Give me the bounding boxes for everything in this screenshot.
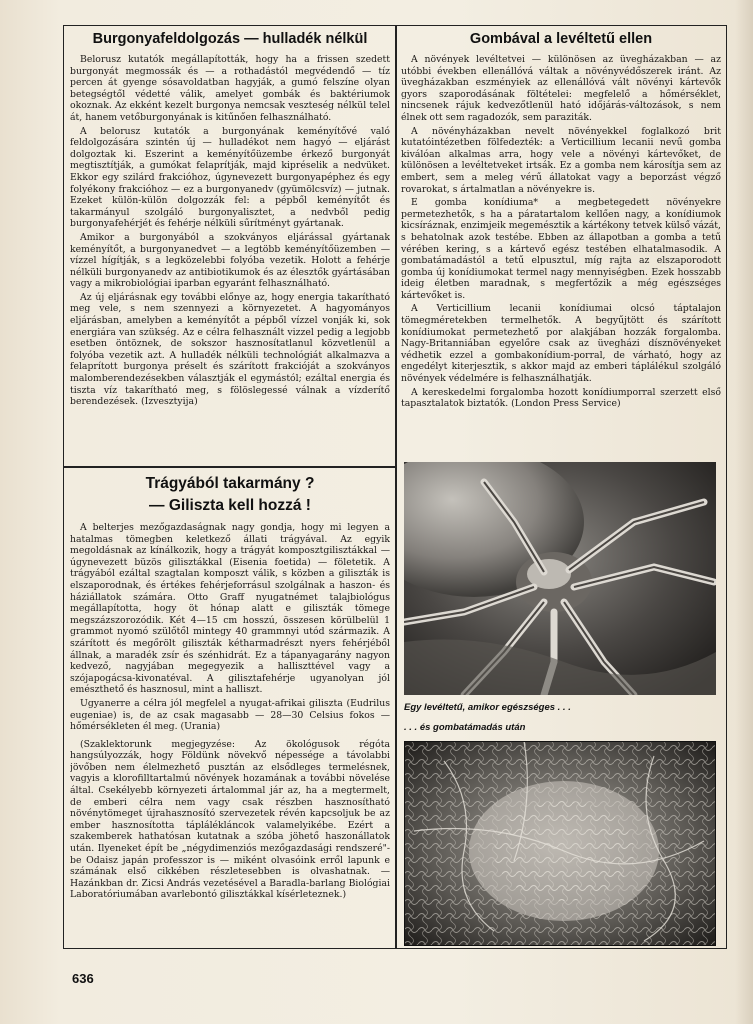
article-paragraph: A növények levéltetvei — különösen az üvegházakban — az utóbbi években ellenállóvá váltak a növényvédőszerek iránt. Az üvegházakban eszményiek az ellenállóvá vált növényi kártevők gyors szaporodásának föltételei: megfelelő a hőmérséklet, nincsenek rájuk kedvezőtlenül ható időjárás-változások, s nem élnek ott sem ragadozók, sem paraziták. <box>401 54 721 123</box>
article-paragraph: E gomba konídiuma* a megbetegedett növényekre permetezhetők, s ha a páratartalom kellően nagy, a konídiumok kicsíráznak, enzimjeik megemésztik a kártékony tetvek külső vázát, s behatolnak azok testébe. Ebben az állapotban a gomba a tetű vérében kering, s a kártevő egész testében elhatalmasodik. A gombatámadástól a tetű elpusztul, míg rajta az elszaporodott gomba új konídiumokat termel nagy mennyiségben. Ezek hosszabb ideig életben maradnak, s megfertőzik a még egészséges kártevőket is. <box>401 197 721 301</box>
article-paragraph: Belorusz kutatók megállapították, hogy ha a frissen szedett burgonyát megmossák és — a rothadástól megvédendő — tíz percen át gyenge sósavoldatban hagyják, a gumó felszíne olyan betegségtől védetté válik, amelyet gombák és baktériumok okoznak. Az ekként kezelt burgonya nemcsak veszteség nélkül telel át, hanem vetőburgonyának is kitűnően felhasználható. <box>70 54 390 123</box>
article-paragraph: A növényházakban nevelt növényekkel foglalkozó brit kutatóintézetben fölfedezték: a Verticillium lecanii nevű gomba kiválóan alkalmas arra, hogy vele a növényi kártevőket, de különösen a levéltetveket irtsák. Ez a gomba nem károsítja sem az embert, sem a meleg vérű állatokat vagy a beporzást végző rovarokat, s ártalmatlan a növényekre is. <box>401 125 721 195</box>
photo-caption: . . . és gombatámadás után <box>404 722 526 733</box>
article-title: Gombával a levéltetű ellen <box>469 31 653 47</box>
article-paragraph: A belterjes mezőgazdaságnak nagy gondja, hogy mi legyen a hatalmas tömegben keletkező állati trágyával. Az egyik megoldásnak az kínálkozik, hogy a trágyát komposztgilisztákkal — úgynevezett büzös gilisztákkal (Eisenia foetida) — föletetik. A trágyából ezáltal szagtalan komposzt válik, s közben a giliszták is elszaporodnak, és értékes fehérjeforrásul szolgálnak a haszon- és háziállatok számára. Otto Graff nyugatnémet talajbiológus megállapította, hogy öt hónap alatt e giliszták tömege megszázszorozódik. Két 4—15 cm hosszú, összesen körülbelül 1 grammot nyomó szülőtől mintegy 40 grammnyi utód származik. A szárított és megőrölt giliszták kétharmadrészt nyers fehérjéből állnak, a maradék zsír és szénhidrát. Ez a tápanyagarány nagyon kedvező, nagyjában megegyezik a halliszttével vagy a szójapogácsa-kivonatéval. A gilisztafehérje ugyanolyan jól emészthető és hasznosul, mint a halliszt. <box>70 522 390 696</box>
page-number: 636 <box>72 971 94 986</box>
article-fungus-aphids <box>401 30 721 462</box>
article-manure-feed <box>70 472 390 944</box>
article-paragraph: A Verticillium lecanii konídiumai olcsó táptalajon tömegméretekben termelhetők. A begyűjtött és szárított konídiumokat permetezhető por alakjában hozzák forgalomba. Nagy-Britanniában egyelőre csak az üvegházi dísznövényeket védhetik ezzel a gombakonídium-porral, de várható, hogy az engedélyt kiterjesztik, s akkor majd az emberi táplálékul szolgáló növények védelmére is felhasználhatják. <box>401 303 721 385</box>
article-divider <box>63 466 396 468</box>
article-title: Burgonyafeldolgozás — hulladék nélkül <box>92 31 368 47</box>
page-edge-shadow <box>735 0 753 1024</box>
article-paragraph: A belorusz kutatók a burgonyának keményítővé való feldolgozására szintén új — hulladékot nem hagyó — eljárást dolgoztak ki. Eszerint a keményítőüzembe érkező burgonyát megtisztítják, a gumókat felaprítják, majd kipréselik a nedvüket. Ekkor egy szilárd frakcióhoz, úgynevezett burgonyapéphez és egy folyékony frakcióhoz — ez a burgonyanedv (gyümölcsvíz) — jutnak. Ezeket külön-külön dolgozzák fel: a pépből keményítőt és takarmányul szolgáló burgonyalisztet, a nedvből pedig burgonyafehérjét és fehérje nélküli sűrítményt gyártanak. <box>70 125 390 230</box>
aphid-infected-photo <box>404 741 716 946</box>
column-divider <box>395 25 397 949</box>
photo-caption: Egy levéltetű, amikor egészséges . . . <box>404 702 571 713</box>
article-potato-processing <box>70 30 390 462</box>
article-paragraph: A kereskedelmi forgalomba hozott konídiumporral szerzett első tapasztalatok biztatók. (London Press Service) <box>401 386 721 410</box>
editor-note: (Szaklektorunk megjegyzése: Az ökológusok régóta hangsúlyozzák, hogy Földünk növekvő népessége a távolabbi jövőben nem élelmezhető pusztán az elsődleges termelésnek, vagyis a klorofilltartalmú növények hozamának a további növelése által. Csekélyebb környezeti ártalommal jár az, ha a megtermelt, de emberi célra nem vagy csak részben hasznosítható növénytömeget újrahasznosító szervezetek révén kapcsoljuk be az ember hasznosította táplálékláncok valamelyikébe. Ezért a szakemberek hathatósan kutatnak a szóba jöhető haszonállatok után. Ilyeneket épít be „négydimenziós mezőgazdasági rendszeré"-be Odaisz japán professzor is — miként olvasóink erről lapunk e számának első cikkében részletesebben is olvashatnak. — Hazánkban dr. Zicsi András vezetésével a Baradla-barlang Biológiai Laboratóriumában avarlebontó gilisztákkal kísérleteznek.) <box>70 738 390 901</box>
article-paragraph: Az új eljárásnak egy további előnye az, hogy energia takarítható meg vele, s nem szennyezi a környezetet. A hagyományos eljárásban, amelyben a keményítőt a pépből vízzel vonják ki, sok energiára van szükség. Az e célra felhasznált vizzel pedig a legjobb esetben öntöznek, de sokszor hasznosítatlanul közvetlenül a folyóba vezetik azt. A hulladék nélküli technológiát alkalmazva a felaprított burgonya préselt és szárított frakcióját a szokványos malomberendezésekben választják el egymástól; ezáltal energia és tiszta víz takarítható meg, s fölöslegessé válnak a vízderítő berendezések. (Izvesztyija) <box>70 291 390 408</box>
article-paragraph: Ugyanerre a célra jól megfelel a nyugat-afrikai giliszta (Eudrilus eugeniae) is, de az csak magasabb — 28—30 Celsius fokos — hőmérsékleten él meg. (Urania) <box>70 697 390 733</box>
article-title-line-2: — Giliszta kell hozzá ! <box>149 497 311 514</box>
aphid-healthy-photo <box>404 462 716 695</box>
article-title-line-1: Trágyából takarmány ? <box>145 475 315 492</box>
article-paragraph: Amikor a burgonyából a szokványos eljárással gyártanak keményítőt, a burgonyanedvet — a legtöbb keményítőüzemben — vízzel hígítják, s a legközelebbi folyóba vezetik. Holott a fehérje nélküli burgonyanedv az antibiotikumok és az élesztők gyártásában vagy a mikrobiológiai iparban egyaránt felhasználható. <box>70 231 390 290</box>
